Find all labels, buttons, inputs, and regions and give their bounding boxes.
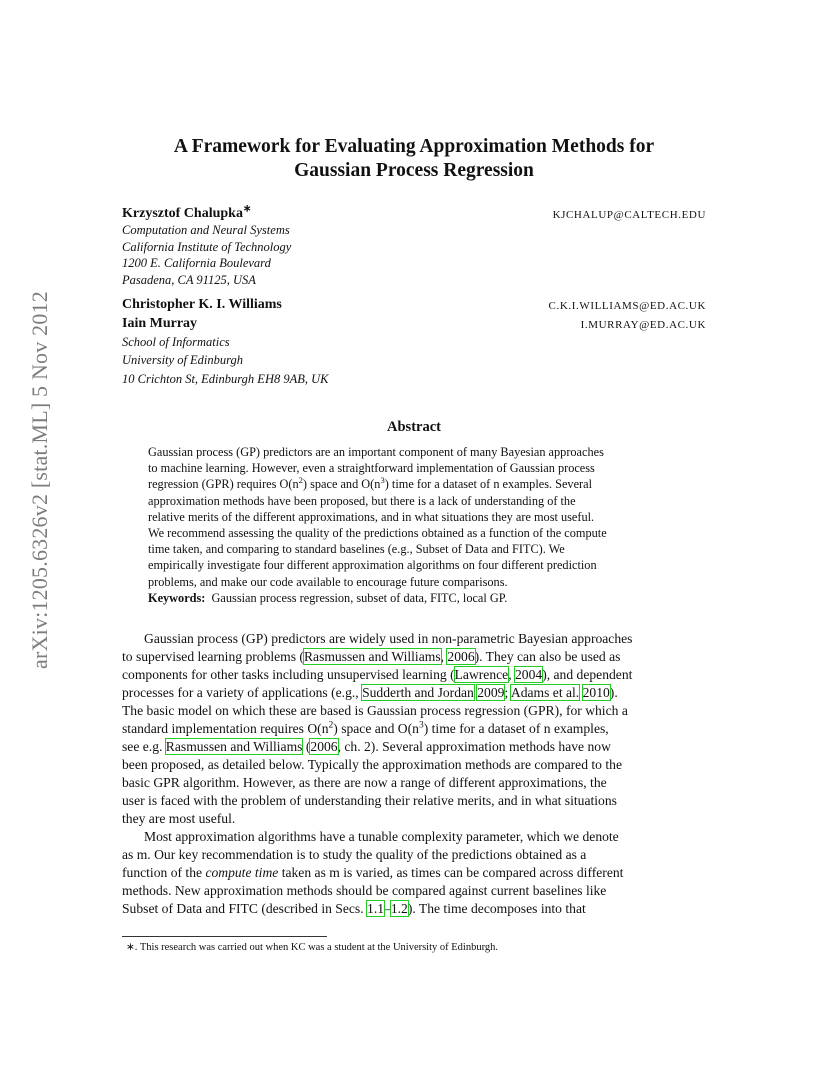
abstract-line: problems, and make our code available to encourage future comparisons.: [148, 574, 508, 589]
body-line: as m. Our key recommendation is to study the quality of the predictions obtained as a: [122, 847, 587, 862]
abstract-line: empirically investigate four different approximation algorithms on four different prediction: [148, 558, 597, 573]
affiliation-line: 1200 E. California Boulevard: [122, 256, 271, 270]
footnote-rule: [122, 936, 327, 937]
abstract-line: relative merits of the different approximations, and in what situations they are most useful.: [148, 509, 595, 524]
abstract-line: to machine learning. However, even a straightforward implementation of Gaussian process: [148, 461, 595, 476]
keywords-line: [148, 590, 680, 606]
section-link[interactable]: 1.2: [390, 901, 408, 916]
abstract-line: approximation methods have been proposed, but there is a lack of understanding of the: [148, 493, 576, 508]
body-line: Subset of Data and FITC (described in Secs. 1.1–1.2). The time decomposes into that: [122, 901, 586, 916]
body-text: [122, 630, 707, 918]
abstract-line: Gaussian process (GP) predictors are an important component of many Bayesian approaches: [148, 445, 604, 459]
author-name-2: Christopher K. I. Williams: [122, 297, 282, 312]
citation-link[interactable]: 2006: [310, 739, 338, 754]
body-line: to supervised learning problems (Rasmussen and Williams, 2006). They can also be used as: [122, 649, 621, 664]
body-line: processes for a variety of applications (e.g., Sudderth and Jordan 2009; Adams et al. 2010).: [122, 685, 618, 700]
body-line: user is faced with the problem of understanding their relative merits, and in what situations: [122, 793, 617, 808]
citation-link[interactable]: 2010: [582, 685, 610, 700]
body-line: components for other tasks including unsupervised learning (Lawrence, 2004), and dependent: [122, 667, 633, 682]
affiliation-line: Pasadena, CA 91125, USA: [122, 273, 256, 287]
body-line: see e.g. Rasmussen and Williams (2006, ch. 2). Several approximation methods have now: [122, 739, 611, 754]
affiliation-line: School of Informatics: [122, 335, 230, 349]
section-link[interactable]: 1.1: [367, 901, 385, 916]
abstract-heading: Abstract: [387, 419, 441, 435]
citation-link[interactable]: Adams et al.: [510, 685, 580, 700]
citation-link[interactable]: 2006: [447, 649, 475, 664]
body-line: they are most useful.: [122, 811, 236, 826]
keywords: Gaussian process regression, subset of data, FITC, local GP.: [211, 590, 508, 605]
citation-link[interactable]: Lawrence: [454, 667, 509, 682]
author-name-3: Iain Murray: [122, 316, 198, 331]
affiliation-line: University of Edinburgh: [122, 353, 244, 367]
citation-link[interactable]: Rasmussen and Williams: [303, 649, 441, 664]
body-line: Gaussian process (GP) predictors are widely used in non-parametric Bayesian approaches: [144, 631, 633, 646]
author-email-1[interactable]: KJCHALUP@CALTECH.EDU: [552, 209, 706, 221]
abstract-text: [148, 444, 680, 606]
affiliation-line: Computation and Neural Systems: [122, 223, 290, 237]
body-line: methods. New approximation methods should be compared against current baselines like: [122, 883, 607, 898]
paper-title-line-1: A Framework for Evaluating Approximation Methods for: [173, 136, 655, 157]
body-line: basic GPR algorithm. However, as there are now a range of different approximations, the: [122, 775, 607, 790]
abstract-line: time taken, and comparing to standard baselines (e.g., Subset of Data and FITC). We: [148, 542, 565, 557]
abstract-line: We recommend assessing the quality of the predictions obtained as a function of the compute: [148, 526, 607, 541]
author-email-2[interactable]: C.K.I.WILLIAMS@ED.AC.UK: [548, 300, 706, 312]
citation-link[interactable]: Rasmussen and Williams: [165, 739, 303, 754]
citation-link[interactable]: 2004: [515, 667, 543, 682]
body-line: standard implementation requires $O(n^2)$ space and $O(n^3)$ time for a dataset of n examples,: [122, 720, 609, 736]
affiliation-line: California Institute of Technology: [122, 240, 292, 254]
author-name-1: Krzysztof Chalupka∗: [122, 203, 252, 221]
author-email-3[interactable]: I.MURRAY@ED.AC.UK: [580, 319, 706, 331]
body-line: been proposed, as detailed below. Typically the approximation methods are compared to the: [122, 757, 622, 772]
paper-title-line-2: Gaussian Process Regression: [294, 160, 534, 181]
footnote: ∗. This research was carried out when KC was a student at the University of Edinburgh.: [126, 942, 499, 953]
citation-link[interactable]: 2009: [477, 685, 505, 700]
citation-link[interactable]: Sudderth and Jordan: [362, 685, 474, 700]
body-line: function of the compute time taken as m is varied, as times can be compared across different: [122, 865, 624, 880]
body-line: The basic model on which these are based is Gaussian process regression (GPR), for which a: [122, 703, 628, 718]
body-line: Most approximation algorithms have a tunable complexity parameter, which we denote: [144, 829, 619, 844]
abstract-line: regression (GPR) requires $O(n^2)$ space and $O(n^3)$ time for a dataset of n examples. Several: [148, 475, 593, 492]
footnote-mark: ∗: [242, 203, 252, 215]
keywords-label: Keywords:: [148, 590, 206, 605]
affiliation-line: 10 Crichton St, Edinburgh EH8 9AB, UK: [122, 372, 329, 386]
